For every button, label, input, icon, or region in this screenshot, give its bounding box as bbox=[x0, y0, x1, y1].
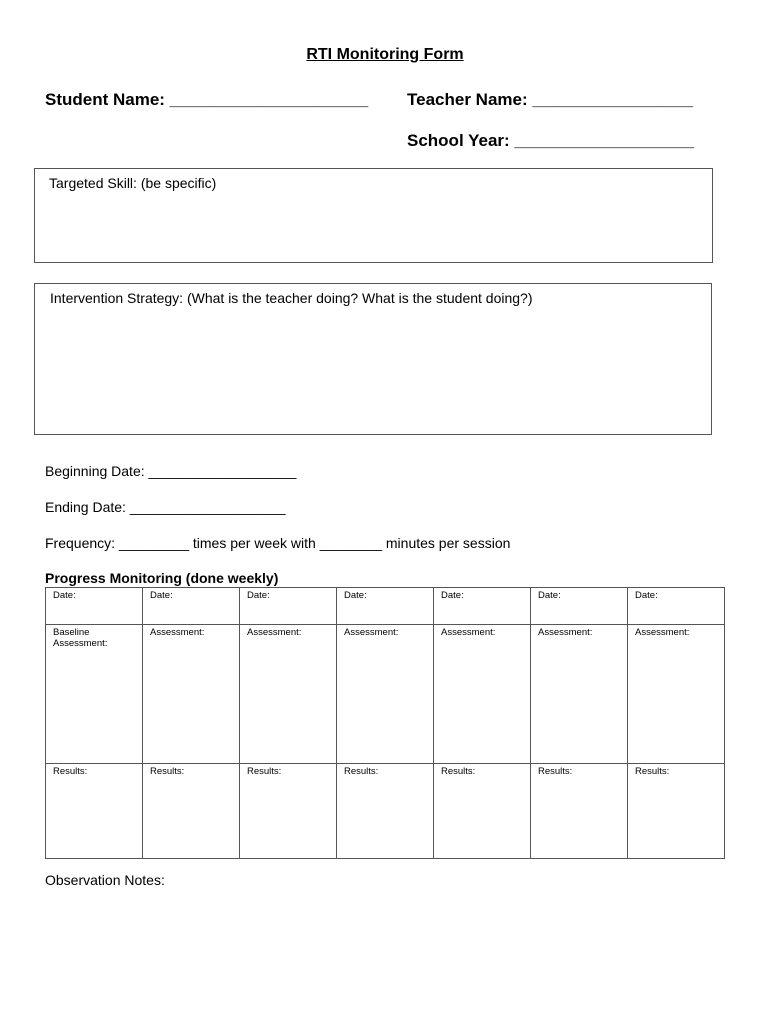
frequency-field[interactable]: Frequency: _________ times per week with ________ minutes per session bbox=[45, 535, 511, 551]
school-year-field[interactable]: School Year: ___________________ bbox=[407, 131, 695, 150]
baseline-assessment-cell[interactable]: Baseline Assessment: bbox=[46, 625, 143, 764]
assessment-cell[interactable]: Assessment: bbox=[240, 625, 337, 764]
form-title: RTI Monitoring Form bbox=[306, 46, 464, 63]
assessment-cell[interactable]: Assessment: bbox=[628, 625, 725, 764]
date-cell[interactable]: Date: bbox=[628, 588, 725, 625]
intervention-strategy-box[interactable] bbox=[34, 283, 712, 435]
progress-monitoring-heading: Progress Monitoring (done weekly) bbox=[45, 570, 279, 586]
teacher-name-field[interactable]: Teacher Name: _________________ bbox=[407, 90, 694, 109]
targeted-skill-label: Targeted Skill: (be specific) bbox=[49, 175, 217, 191]
results-cell[interactable]: Results: bbox=[240, 764, 337, 859]
date-cell[interactable]: Date: bbox=[143, 588, 240, 625]
date-cell[interactable]: Date: bbox=[531, 588, 628, 625]
ending-date-field[interactable]: Ending Date: ____________________ bbox=[45, 499, 286, 515]
assessment-cell[interactable]: Assessment: bbox=[337, 625, 434, 764]
results-cell[interactable]: Results: bbox=[46, 764, 143, 859]
date-cell[interactable]: Date: bbox=[46, 588, 143, 625]
date-cell[interactable]: Date: bbox=[337, 588, 434, 625]
results-cell[interactable]: Results: bbox=[143, 764, 240, 859]
date-cell[interactable]: Date: bbox=[434, 588, 531, 625]
results-cell[interactable]: Results: bbox=[531, 764, 628, 859]
assessment-cell[interactable]: Assessment: bbox=[531, 625, 628, 764]
results-cell[interactable]: Results: bbox=[434, 764, 531, 859]
date-cell[interactable]: Date: bbox=[240, 588, 337, 625]
results-cell[interactable]: Results: bbox=[628, 764, 725, 859]
results-row bbox=[46, 764, 725, 859]
observation-notes-label: Observation Notes: bbox=[45, 872, 165, 888]
date-row bbox=[46, 588, 725, 625]
progress-monitoring-table bbox=[45, 587, 725, 859]
results-cell[interactable]: Results: bbox=[337, 764, 434, 859]
intervention-strategy-label: Intervention Strategy: (What is the teacher doing? What is the student doing?) bbox=[50, 290, 533, 306]
student-name-field[interactable]: Student Name: _____________________ bbox=[45, 90, 369, 109]
assessment-row bbox=[46, 625, 725, 764]
assessment-cell[interactable]: Assessment: bbox=[434, 625, 531, 764]
beginning-date-field[interactable]: Beginning Date: ___________________ bbox=[45, 463, 297, 479]
targeted-skill-box[interactable] bbox=[34, 168, 713, 263]
assessment-cell[interactable]: Assessment: bbox=[143, 625, 240, 764]
